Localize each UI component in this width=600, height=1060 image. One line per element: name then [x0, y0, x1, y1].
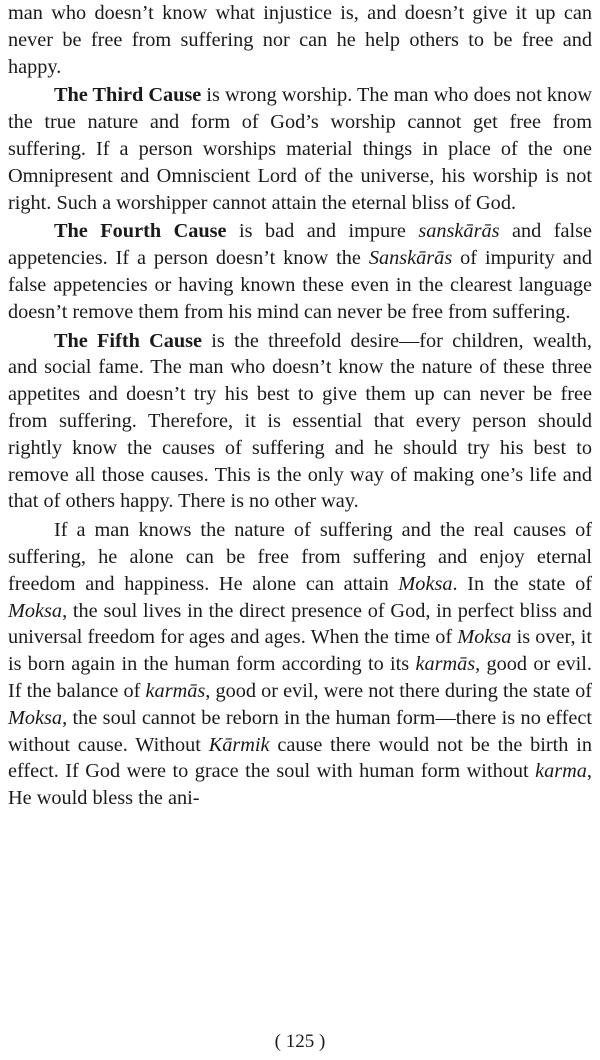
text-run: , He would bless the ani- [8, 760, 592, 810]
page-number: ( 125 ) [274, 1031, 326, 1052]
italic-term: karma [535, 760, 587, 783]
italic-term: Sanskārās [368, 247, 453, 270]
italic-term: Moksa [8, 599, 63, 622]
text-run: is wrong worship. The man who does not know the true nature and form of God’s worship cannot get free from suffering. If a person worships material things in place of the one Omnipresent and Omniscient Lord of the universe, his worship is not right. Such a worshipper cannot attain the eternal bliss of God. [8, 84, 592, 214]
paragraph [8, 517, 592, 812]
paragraph [8, 328, 592, 516]
italic-term: karmās [415, 653, 476, 676]
text-run: man who doesn’t know what injustice is, and doesn’t give it up can never be free from suffering nor can he help others to be free and happy. [8, 2, 592, 78]
text-run: . In the state of [452, 572, 592, 595]
text-run: , good or evil, were not there during the state of [205, 679, 592, 702]
paragraph [8, 218, 592, 325]
text-run: is bad and impure [226, 220, 419, 243]
cause-heading: The Fourth Cause [54, 220, 227, 243]
text-run: If a man knows the nature of suffering and the real causes of suffering, he alone can be free from suffering and enjoy eternal freedom and happiness. He alone can attain [8, 519, 592, 595]
body-text [8, 0, 592, 812]
italic-term: Kārmik [208, 733, 270, 756]
text-run: , the soul cannot be reborn in the human form—there is no effect without cause. Without [8, 706, 592, 756]
text-run: of impurity and false appetencies or having known these even in the clearest language doesn’t remove them from his mind can never be free from suffering. [8, 247, 592, 323]
italic-term: karmās [145, 679, 206, 702]
text-run: , the soul lives in the direct presence of God, in perfect bliss and universal freedom for ages and ages. When the time of [8, 599, 592, 649]
italic-term: Moksa [398, 572, 453, 595]
text-run: and false appetencies. If a person doesn’t know the [8, 220, 592, 270]
text-run: is the threefold desire—for children, wealth, and social fame. The man who doesn’t know the nature of these three appetites and doesn’t try his best to give them up can never be free from suffering. Therefore, it is essential that every person should rightly know the causes of suffering and he should try his best to remove all those causes. This is the only way of making one’s life and that of others happy. There is no other way. [8, 329, 592, 513]
paragraph [8, 0, 592, 80]
cause-heading: The Third Cause [54, 84, 202, 107]
paragraph [8, 82, 592, 216]
italic-term: sanskārās [418, 220, 500, 243]
italic-term: Moksa [457, 626, 512, 649]
text-run: is over, it is born again in the human form according to its [8, 626, 592, 676]
cause-heading: The Fifth Cause [54, 329, 203, 352]
text-run: cause there would not be the birth in effect. If God were to grace the soul with human form without [8, 733, 592, 783]
italic-term: Moksa [8, 706, 63, 729]
text-run: , good or evil. If the balance of [8, 653, 592, 702]
